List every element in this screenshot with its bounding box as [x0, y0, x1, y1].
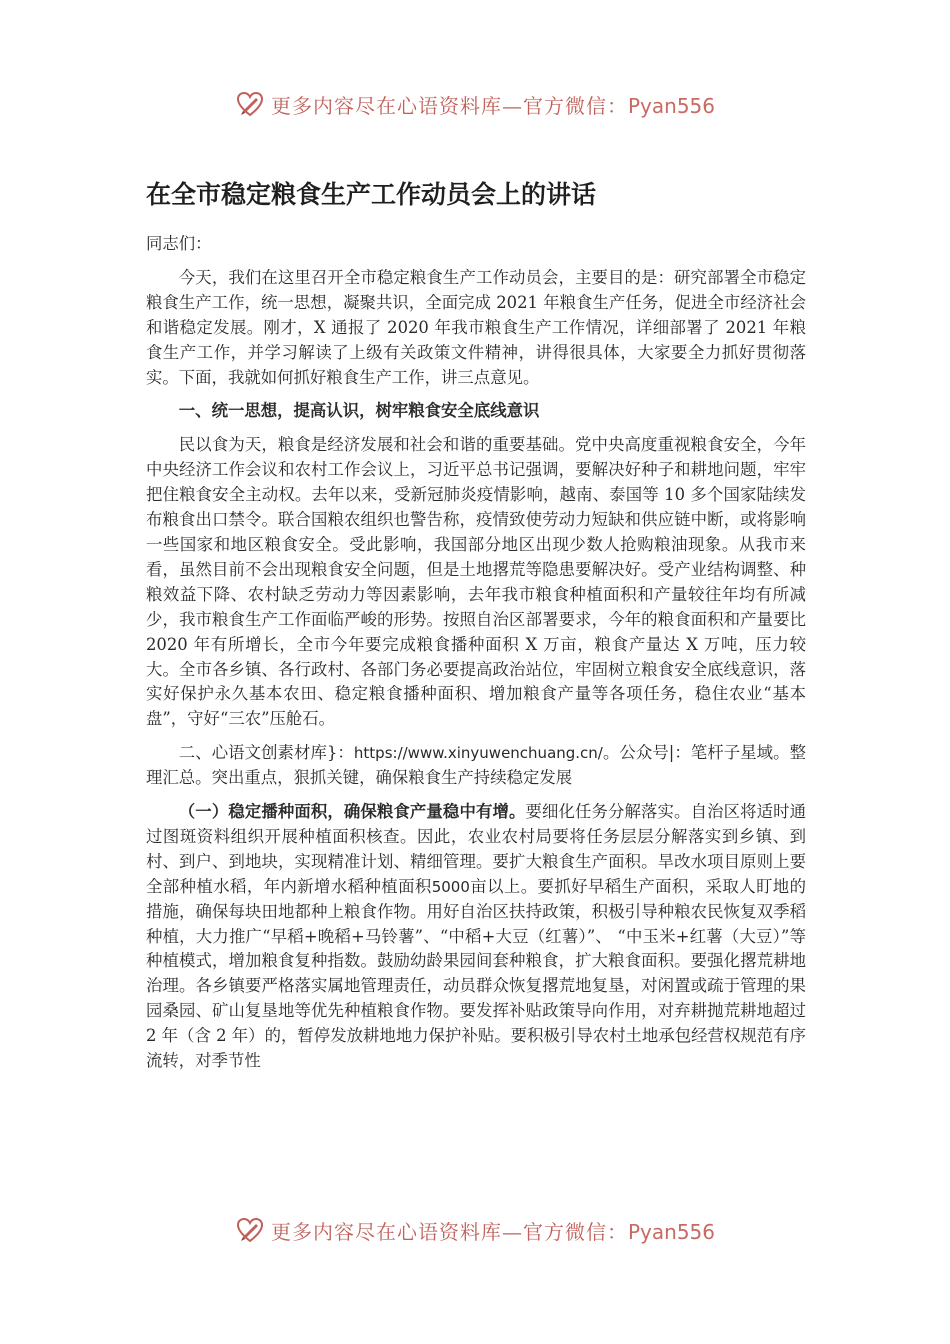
section-1-paragraph: 民以食为天，粮食是经济发展和社会和谐的重要基础。党中央高度重视粮食安全，今年中央经济工作会议和农村工作会议上，习近平总书记强调，要解决好种子和耕地问题，牢牢把住粮食安全主动权。去年以来，受新冠肺炎疫情影响，越南、泰国等 10 多个国家陆续发布粮食出口禁令。联合国粮农组织也警告称，疫情致使劳动力短缺和供应链中断，或将影响一些国家和地区粮食安全。受此影响，我国部分地区出现少数人抢购粮油现象。从我市来看，虽然目前不会出现粮食安全问题，但是土地撂荒等隐患要解决好。受产业结构调整、种粮效益下降、农村缺乏劳动力等因素影响，去年我市粮食种植面积和产量较往年均有所减少，我市粮食生产工作面临严峻的形势。按照自治区部署要求，今年的粮食面积和产量要比 2020 年有所增长，全市今年要完成粮食播种面积 X 万亩，粮食产量达 X 万吨，压力较大。全市各乡镇、各行政村、各部门务必要提高政治站位，牢固树立粮食安全底线意识，落实好保护永久基本农田、稳定粮食播种面积、增加粮食产量等各项任务，稳住农业“基本盘”，守好“三农”压舱石。 — [146, 435, 806, 729]
section-2-url: https://www.xinyuwenchuang.cn/ — [353, 744, 603, 763]
section-1-heading: 一、统一思想，提高认识，树牢粮食安全底线意识 — [178, 401, 540, 421]
section-2-prefix: 二、心语文创素材库}： — [178, 743, 354, 763]
watermark-wechat-id: Pyan556 — [627, 1219, 715, 1244]
pen-heart-logo-icon — [235, 89, 265, 119]
watermark-banner-top — [0, 84, 950, 124]
section-2-heading — [146, 741, 806, 791]
watermark-wechat-id: Pyan556 — [627, 93, 715, 118]
subsection-1-heading: （一）稳定播种面积，确保粮食产量稳中有增。 — [178, 802, 526, 822]
subsection-1-body-b: 亩以上。要抓好早稻生产面积，采取人盯地的措施，确保每块田地都种上粮食作物。用好自治区扶持政策，积极引导种粮农民恢复双季稻种植，大力推广“早稻+晚稻+马铃薯”、“中稻+大豆（红薯）”、 “中玉米+红薯（大豆）”等种植模式，增加粮食复种指数。鼓励幼龄果园间套种粮食，扩大粮食面积。要强化撂荒耕地治理。各乡镇要严格落实属地管理责任，动员群众恢复撂荒地复垦，对闲置或疏于管理的果园桑园、矿山复垦地等优先种植粮食作物。要发挥补贴政策导向作用，对弃耕抛荒耕地超过 2 年（含 2 年）的，暂停发放耕地地力保护补贴。要积极引导农村土地承包经营权规范有序流转，对季节性 — [146, 876, 807, 1071]
pen-heart-logo-icon — [235, 1215, 265, 1245]
document — [146, 178, 806, 1074]
salutation: 同志们： — [146, 234, 212, 253]
watermark-text: 更多内容尽在心语资料库—官方微信：Pyan556 — [270, 93, 715, 118]
intro-paragraph: 今天，我们在这里召开全市稳定粮食生产工作动员会，主要目的是：研究部署全市稳定粮食生产工作，统一思想，凝聚共识，全面完成 2021 年粮食生产任务，促进全市经济社会和谐稳定发展。刚才，X 通报了 2020 年我市粮食生产工作情况，详细部署了 2021 年粮食生产工作，并学习解读了上级有关政策文件精神，讲得很具体，大家要全力抓好贯彻落实。下面，我就如何抓好粮食生产工作，讲三点意见。 — [146, 267, 806, 387]
section-2-suffix: 。公众号|：笔杆子星域。整理汇总。突出重点，狠抓关键，确保粮食生产持续稳定发展 — [146, 743, 806, 788]
subsection-1-body-a: 要细化任务分解落实。自治区将适时通过图斑资料组织开展种植面积核查。因此，农业农村局要将任务层层分解落实到乡镇、到村、到户、到地块，实现精准计划、精细管理。要扩大粮食生产面积。旱改水项目原则上要全部种植水稻，年内新增水稻种植面积 — [146, 802, 807, 896]
subsection-1-paragraph — [146, 800, 806, 1074]
watermark-text: 更多内容尽在心语资料库—官方微信：Pyan556 — [270, 1219, 715, 1244]
subsection-1-number: 5000 — [431, 877, 470, 896]
document-title: 在全市稳定粮食生产工作动员会上的讲话 — [146, 180, 597, 209]
watermark-banner-bottom — [0, 1210, 950, 1250]
